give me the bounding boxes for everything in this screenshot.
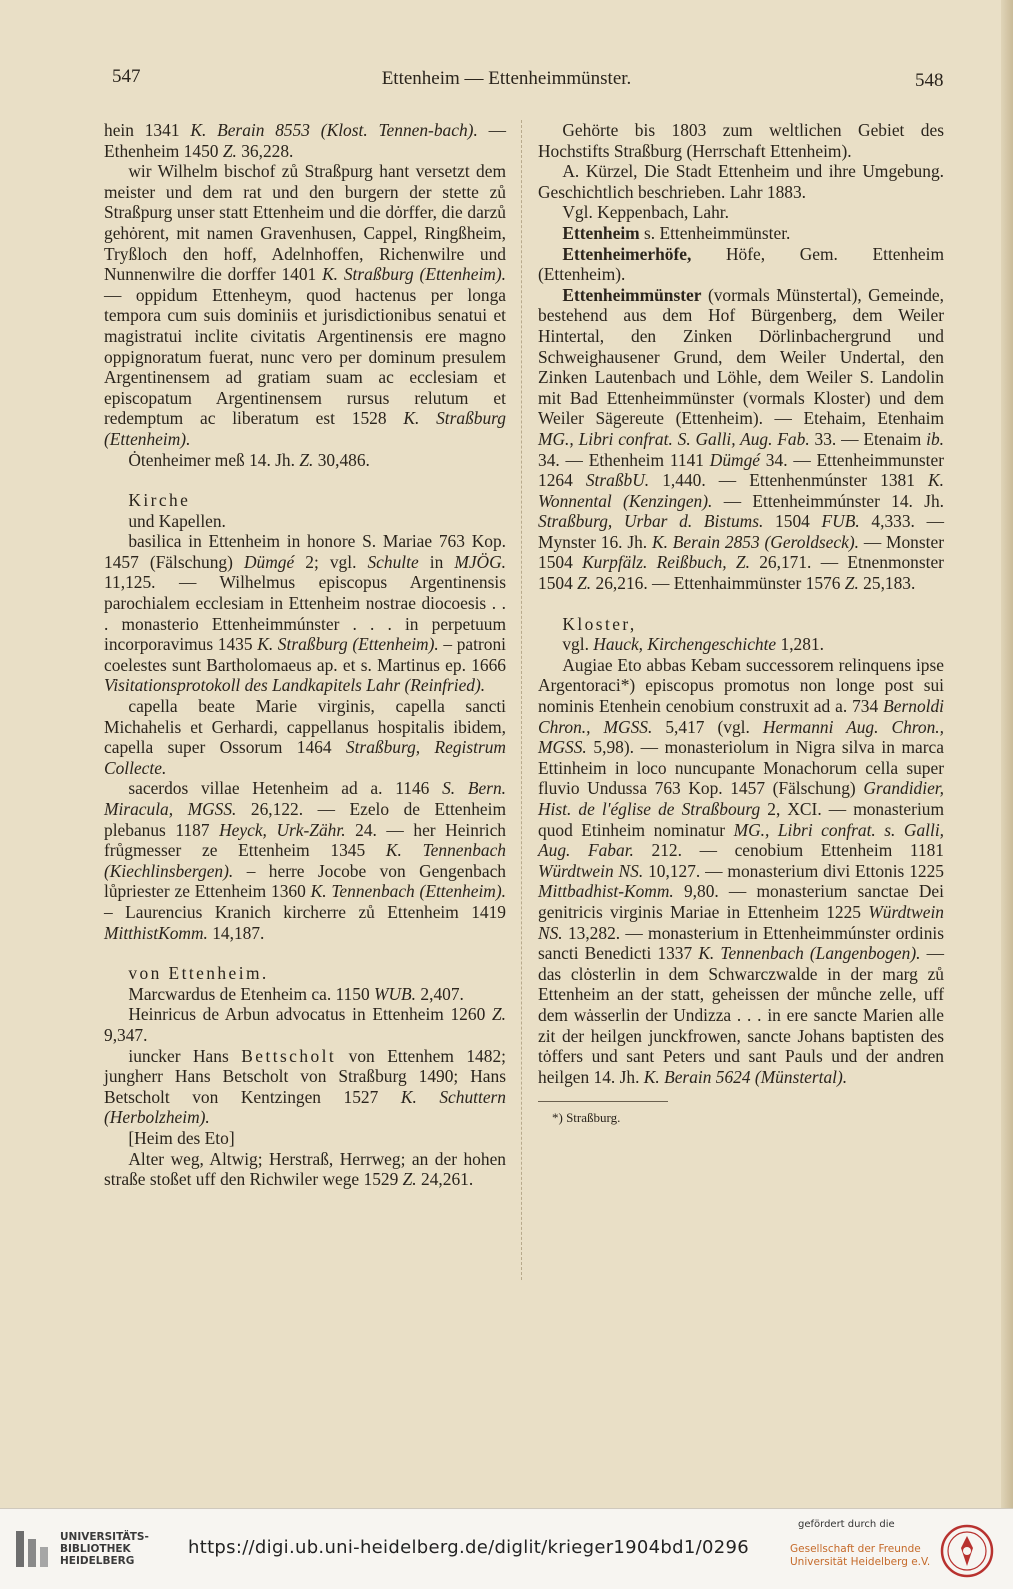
source-ref: K. Schuttern (Herbolzheim). [104, 1086, 507, 1128]
paragraph [104, 161, 506, 449]
source-ref: Visitationsprotokoll des Landkapitels Lahr (Reinfried). [104, 675, 486, 696]
text: basilica in Ettenheim in honore S. Mariae 763 Kop. 1457 (Fälschung) [104, 531, 506, 572]
society-line: Universität Heidelberg e.V. [790, 1556, 931, 1568]
text: Alter weg, Altwig; Herstraß, Herrweg; an der hohen straße stoßet uff den Richwiler wege 1529 [104, 1148, 506, 1190]
paragraph [104, 778, 506, 943]
source-ref: ib. [926, 428, 944, 449]
university-seal-icon[interactable] [940, 1524, 994, 1578]
text: 30,486. [317, 449, 370, 470]
text: 4,333. — Mynster 16. Jh. [538, 511, 944, 552]
society-name[interactable] [790, 1543, 930, 1569]
section-heading-von-ettenheim: von Ettenheim. [128, 963, 269, 984]
entry-headword: Ettenheimerhöfe, [562, 243, 692, 264]
text: 13,282. — monasterium in Ettenheimmúnster ordinis sancti Benedicti 1337 [538, 922, 944, 964]
paragraph [104, 531, 506, 696]
text: – patroni coelestes sunt Bartholomaeus ap. et s. Martinus ep. 1666 [104, 634, 506, 675]
source-ref: Grandidier, Hist. de l'église de Straßbourg [538, 778, 944, 819]
entry-headword: Ettenheimmünster [562, 284, 702, 305]
running-title: Ettenheim — Ettenheimmünster. [381, 68, 632, 89]
paragraph [104, 1004, 506, 1045]
university-library-name[interactable] [60, 1531, 149, 1567]
text: 25,183. [863, 573, 916, 594]
supported-by-label: gefördert durch die [798, 1519, 895, 1530]
source-ref: K. Tennenbach (Ettenheim). [310, 881, 506, 902]
source-ref: MJÖG. [454, 551, 506, 572]
text: 36,228. [241, 140, 294, 161]
entry-headword: Ettenheim [562, 222, 640, 243]
source-ref: Z. [577, 573, 592, 594]
text: Marcwardus de Etenheim ca. 1150 [128, 983, 370, 1004]
text: 1504 [775, 511, 810, 532]
source-ref: StraßbU. [585, 470, 650, 491]
source-ref: K. Straßburg (Ettenheim). [104, 408, 506, 449]
source-ref: K. Berain 2853 (Geroldseck). [651, 531, 859, 552]
spacer [104, 943, 506, 963]
source-ref: Würdtwein NS. [538, 901, 944, 943]
section-heading-kirche: Kirche [128, 490, 191, 511]
text: 2, XCI. — monasterium quod Etinheim nominatur [538, 799, 944, 840]
text: 5,417 (vgl. [665, 716, 750, 737]
entry-ettenheimmuenster [538, 285, 944, 594]
paragraph [104, 120, 506, 161]
text: 2,407. [420, 983, 464, 1004]
text: vgl. [562, 634, 589, 655]
university-library-logo-icon[interactable] [14, 1529, 50, 1569]
text: (vormals Münstertal), Gemeinde, bestehend aus dem Hof Bürgenberg, dem Weiler Hintertal, den Zinken Dörlinbachergrund und Schweighausener Grund, dem Weiler Undertal, den Zinken Lautenbach und Löhle, dem Weiler S. Landolin mit Bad Ettenheimmünster (vormals Kloster) und dem Weiler Sägereute (Ettenheim). — Etehaim, Etenhaim [538, 284, 944, 429]
source-ref: Z. [402, 1169, 417, 1190]
paragraph: Vgl. Keppenbach, Lahr. [562, 202, 729, 223]
source-ref: K. Tennenbach (Kiechlinsbergen). [104, 840, 507, 881]
page-header [0, 66, 1013, 96]
source-ref: Mittbadhist-Komm. [538, 881, 674, 902]
right-column [538, 120, 944, 1129]
text: 9,347. [104, 1024, 148, 1045]
section-subheading: und Kapellen. [128, 510, 226, 531]
footnote-rule [538, 1101, 668, 1102]
text: – herre Jocobe von Gengenbach lůpriester ze Ettenheim 1360 [104, 860, 506, 902]
left-column [104, 120, 506, 1190]
paragraph [104, 696, 506, 778]
page-edge [1001, 0, 1013, 1508]
source-ref: S. Bern. Miracula, MGSS. [104, 778, 506, 819]
logo-line: BIBLIOTHEK [60, 1543, 131, 1555]
text: 26,171. — Etnenmonster 1504 [538, 552, 944, 594]
paragraph: A. Kürzel, Die Stadt Ettenheim und ihre Umgebung. Geschichtlich beschrieben. Lahr 1883. [538, 161, 944, 202]
spacer [538, 594, 944, 614]
text: 34. — Ethenheim 1141 [538, 449, 704, 470]
text: sacerdos villae Hetenheim ad a. 1146 [128, 778, 430, 799]
text: wir Wilhelm bischof zů Straßpurg hant versetzt dem meister und dem rat und den burgern der stette zů Straßpurg unser statt Ettenheim und die dȯrffer, die darzů gehȯrent, mit namen Gravenhusen, Cappel, Ringßheim, Tryßloch den hoff, Adelnhoffen, Richenwilre und Nunnenwilre die dorffer 1401 [104, 161, 506, 285]
text: Ȯtenheimer meß 14. Jh. [128, 449, 295, 470]
text: hein 1341 [104, 120, 180, 140]
source-ref: MitthistKomm. [104, 922, 208, 943]
text: 11,125. — Wilhelmus episcopus Argentinensis parochialem ecclesiam in Ettenheim nostrae diocoesis . . . monasterio Ettenheimmúnster . . . in perpetuum incorporavimus 1435 [104, 572, 506, 655]
text: 24,261. [421, 1169, 474, 1190]
text: — Ethenheim 1450 [104, 120, 506, 161]
text: 10,127. — monasterium divi Ettonis 1225 [648, 860, 944, 881]
paragraph [104, 450, 506, 471]
text: – Laurencius Kranich kircherre zů Ettenheim 1419 [104, 901, 506, 922]
source-ref: K. Tennenbach (Langenbogen). [698, 943, 921, 964]
logo-line: HEIDELBERG [60, 1555, 135, 1567]
source-ref: K. Berain 8553 (Klost. Tennen-bach). [190, 120, 478, 140]
paragraph [538, 655, 944, 1087]
source-ref: FUB. [821, 511, 860, 532]
source-ref: WUB. [374, 983, 417, 1004]
text: — oppidum Ettenheym, quod hactenus per longa tempora cum suis dominiis et jurisdictionibus senatui et magistratui inclite civitatis Argentinensis ere magno oppignoratum fuerat, nunc vero per dominum presulem Argentinensem ad gratiam suam ac ecclesiam et episcopatum Argentinensem rursus relutum et redemptum ac liberatum est 1528 [104, 284, 506, 429]
source-ref: Würdtwein NS. [538, 860, 644, 881]
text: — Ettenheimmúnster 14. Jh. [723, 490, 944, 511]
text: 212. — cenobium Ettenheim 1181 [651, 840, 944, 861]
page-number-left: 547 [112, 66, 141, 87]
source-ref: Kurpfälz. Reißbuch, Z. [582, 552, 750, 573]
text: 24. — her Heinrich frůgmesser ze Ettenheim 1345 [104, 819, 506, 861]
source-ref: Z. [844, 573, 859, 594]
source-ref: MG., Libri confrat. s. Galli, Aug. Fabar. [538, 819, 944, 861]
text: 5,98). — monasteriolum in Nigra silva in marca Ettinheim in loco nuncupante Monachorum cella super fluvio Undussa 763 Kop. 1457 (Fälschung) [538, 737, 944, 799]
source-ref: K. Berain 5624 (Münstertal). [643, 1066, 848, 1087]
source-ref: Hermanni Aug. Chron., MGSS. [538, 716, 944, 758]
text: — Monster 1504 [538, 531, 944, 573]
source-ref: Straßburg, Urbar d. Bistums. [538, 511, 764, 532]
text: 26,122. — Ezelo de Ettenheim plebanus 1187 [104, 799, 506, 840]
source-ref: Schulte [367, 551, 419, 572]
spaced-name: Bettscholt [241, 1045, 337, 1066]
society-line: Gesellschaft der Freunde [790, 1543, 921, 1555]
text: Heinricus de Arbun advocatus in Ettenheim 1260 [128, 1004, 486, 1025]
source-ref: MG., Libri confrat. S. Galli, Aug. Fab. [538, 428, 810, 449]
source-ref: Dümgé [243, 551, 295, 572]
text: 9,80. — monasterium sanctae Dei genitricis virginis Mariae in Ettenheim 1225 [538, 881, 944, 922]
text: in [429, 551, 444, 572]
text: s. Ettenheimmünster. [644, 222, 791, 243]
source-ref: Straßburg, Registrum Collecte. [104, 737, 506, 778]
text: 14,187. [212, 922, 265, 943]
source-ref: Hauck, Kirchengeschichte [593, 634, 777, 655]
page-number-right: 548 [915, 70, 944, 91]
text: von Ettenhem 1482; jungherr Hans Betscholt von Straßburg 1490; Hans Betscholt von Kentzingen 1527 [104, 1045, 506, 1107]
paragraph [104, 984, 506, 1005]
text: iuncker Hans [128, 1045, 229, 1066]
text: 2; vgl. [305, 551, 357, 572]
source-ref: Heyck, Urk-Zähr. [219, 819, 346, 840]
paragraph: [Heim des Eto] [128, 1127, 235, 1148]
source-ref: K. Straßburg (Ettenheim). [257, 634, 439, 655]
source-ref: Dümgé [709, 449, 760, 470]
paragraph [104, 1149, 506, 1190]
column-divider [521, 120, 522, 1280]
entry-ettenheimerhoefe [538, 244, 944, 285]
text: Augiae Eto abbas Kebam successorem relinquens ipse Argentoraci*) episcopus promotus non longe post sui nominis Etenhein cenobium construxit ad a. 734 [538, 654, 944, 717]
text: — das clȯsterlin in dem Schwarczwalde in der marg zů Ettenheim an der statt, geheissen der můnche zelle, uff dem wȧsserlin der Undizza . . . in ere sancte Marien alle zit der heilgen junckfrowen, sancte Johans baptisten des tȯffers und sant Peters und sant Pauls und der andren heilgen 14. Jh. [538, 943, 944, 1087]
spacer [104, 470, 506, 490]
text: capella beate Marie virginis, capella sancti Michahelis et Gerhardi, cappellanus hospitalis ibidem, capella super Ossorum 1464 [104, 696, 506, 758]
text: 1,440. — Ettenhenmúnster 1381 [662, 470, 915, 491]
text: 26,216. — Ettenhaimmünster 1576 [595, 573, 841, 594]
text: 1,281. [780, 634, 824, 655]
text: 33. — Etenaim [814, 428, 922, 449]
source-ref: Z. [491, 1004, 506, 1025]
section-heading-kloster: Kloster, [562, 613, 637, 634]
paragraph [538, 634, 944, 655]
source-ref: K. Wonnental (Kenzingen). [538, 470, 944, 511]
viewer-footer [0, 1508, 1013, 1589]
paragraph [104, 1046, 506, 1128]
source-ref: Z. [299, 449, 314, 470]
text: 34. — Ettenheimmunster 1264 [538, 449, 944, 491]
source-ref: Bernoldi Chron., MGSS. [538, 696, 944, 737]
source-ref: Z. [222, 140, 237, 161]
source-ref: K. Straßburg (Ettenheim). [322, 264, 506, 285]
logo-line: UNIVERSITÄTS- [60, 1531, 149, 1543]
paragraph: Gehörte bis 1803 zum weltlichen Gebiet des Hochstifts Straßburg (Herrschaft Ettenheim). [538, 120, 944, 161]
permalink-url[interactable]: https://digi.ub.uni-heidelberg.de/diglit/krieger1904bd1/0296 [188, 1537, 750, 1558]
text: Höfe, Gem. Ettenheim (Ettenheim). [538, 243, 944, 285]
footnote: *) Straßburg. [552, 1110, 621, 1126]
entry-ettenheim [538, 223, 944, 244]
